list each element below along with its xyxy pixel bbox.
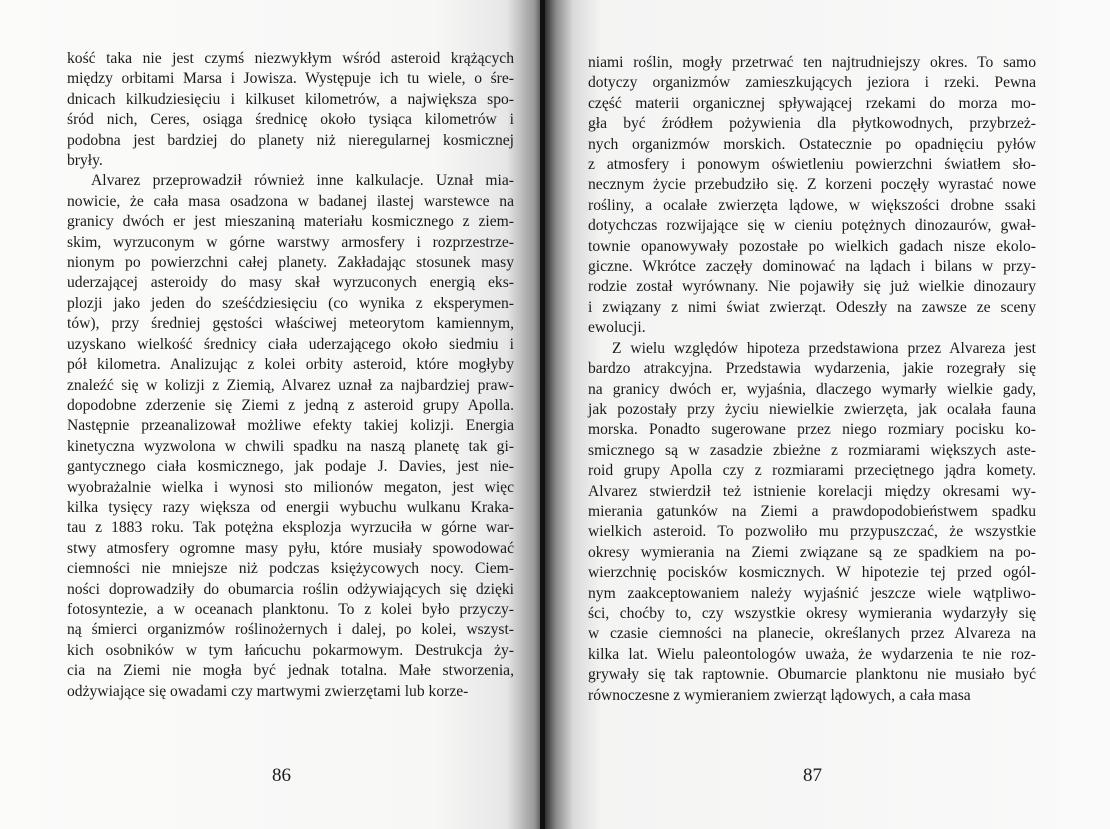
text-line: z atmosfery i ponowym oświetleniu powierzchni światłem sło-: [588, 156, 1036, 174]
text-line: kilka tysięcy razy większa od energii wybuchu wulkanu Kraka-: [67, 498, 514, 516]
text-line: ności doprowadziły do obumarcia roślin odżywiających się dzięki: [67, 580, 514, 598]
text-line: uzyskano wielkość średnicy ciała uderzającego około siedmiu i: [67, 335, 514, 353]
text-line: na granicy dwóch er, wyjaśnia, dlaczego wymarły wielkie gady,: [588, 380, 1036, 398]
text-line: jak pozostały przy życiu niewielkie zwierzęta, jak ocalała fauna: [588, 400, 1036, 418]
right-page-number: 87: [803, 765, 822, 786]
text-line: townie opanowywały pozostałe po wielkich gadach nisze ekolo-: [588, 237, 1036, 255]
text-line: wielkich asteroid. To pozwoliło mu przypuszczać, że wszystkie: [588, 523, 1036, 541]
text-line: znaleźć się w kolizji z Ziemią, Alvarez uznał za najbardziej praw-: [67, 376, 514, 394]
text-line: ewolucji.: [588, 319, 646, 337]
text-line: ciemności nie mniejsze niż podczas księżycowych nocy. Ciem-: [67, 560, 514, 578]
text-line: podobna jest bardziej do planety niż nieregularnej kosmicznej: [67, 131, 514, 149]
text-line: w czasie ciemności na planecie, określanych przez Alvareza na: [588, 625, 1036, 643]
text-line: giczne. Wkrótce zaczęły dominować na lądach i bilans w przy-: [588, 258, 1036, 276]
text-line: śród nich, Ceres, osiąga średnicę około tysiąca kilometrów i: [67, 111, 514, 129]
right-page: [545, 0, 1110, 829]
text-line: nionym po powierzchni całej planety. Zakładając stosunek masy: [67, 254, 514, 272]
text-line: ści, choćby to, czy wszystkie okresy wymierania wydarzyły się: [588, 604, 1036, 622]
text-line: kinetyczna wyzwolona w chwili spadku na naszą planetę tak gi-: [67, 437, 514, 455]
text-line: ną śmierci organizmów roślinożernych i dalej, po kolei, wszyst-: [67, 621, 514, 639]
text-line: grywały się tak raptownie. Obumarcie planktonu nie musiało być: [588, 666, 1036, 684]
text-line: kość taka nie jest czymś niezwykłym wśród asteroid krążących: [67, 50, 514, 67]
text-line: gła być źródłem pożywienia dla płytkowodnych, przybrzeż-: [588, 115, 1036, 133]
left-page: [0, 0, 545, 829]
text-line: Z wielu względów hipoteza przedstawiona przez Alvareza jest: [612, 339, 1036, 357]
text-line: bardzo atrakcyjna. Przedstawia wydarzenia, jakie rozegrały się: [588, 360, 1036, 378]
text-line: skim, wyrzuconym w górne warstwy armosfery i rozprzestrze-: [67, 233, 514, 251]
text-line: między orbitami Marsa i Jowisza. Występuje ich tu wiele, o śre-: [67, 70, 514, 88]
text-line: dnicach kilkudziesięciu i kilkuset kilometrów, a największa spo-: [67, 90, 514, 108]
text-line: roid grupy Apolla czy z rozmiarami przeciętnego jądra komety.: [588, 462, 1036, 480]
text-line: pół kilometra. Analizując z kolei orbity asteroid, które mogłyby: [67, 356, 514, 374]
text-line: nowicie, że cała masa osadzona w badanej ilastej warstewce na: [67, 192, 514, 210]
text-line: tów), przy średniej gęstości właściwej meteorytom kamiennym,: [67, 315, 514, 333]
text-line: nych organizmów morskich. Ostatecznie po opadnięciu pyłów: [588, 135, 1036, 153]
text-line: część materii organicznej spływającej rzekami do morza mo-: [588, 94, 1036, 112]
right-page-text: [588, 53, 1036, 706]
text-line: równoczesne z wymieraniem zwierząt lądowych, a cała masa: [588, 686, 971, 704]
text-line: stwy atmosfery ogromne masy pyłu, które musiały spowodować: [67, 539, 514, 557]
text-line: Następnie przeanalizował możliwe efekty takiej kolizji. Energia: [67, 417, 514, 435]
text-line: mierania gatunków na Ziemi a prawdopodobieństwem spadku: [588, 502, 1036, 520]
text-line: uderzającej asteroidy do masy skał wyrzuconych energią eks-: [67, 274, 514, 292]
text-line: gantycznego ciała kosmicznego, jak podaje J. Davies, jest nie-: [67, 458, 514, 476]
text-line: bryły.: [67, 152, 103, 170]
text-line: fotosyntezie, a w oceanach planktonu. To z kolei było przyczy-: [67, 600, 514, 618]
text-line: smicznego są w zasadzie zbieżne z rozmiarami większych aste-: [588, 441, 1036, 459]
text-line: i związany z nimi świat zwierząt. Odeszły na zawsze ze sceny: [588, 298, 1036, 316]
text-line: kilka lat. Wielu paleontologów uważa, że wydarzenia te nie roz-: [588, 645, 1036, 663]
text-line: dopodobne zderzenie się Ziemi z jedną z asteroid grupy Apolla.: [67, 396, 514, 414]
left-page-text: [67, 49, 514, 702]
text-line: plozji jako jeden do sześćdziesięciu (co wynika z eksperymen-: [67, 294, 514, 312]
text-line: Alvarez przeprowadził również inne kalkulacje. Uznał mia-: [91, 172, 514, 190]
text-line: wyobrażalnie wielka i wynosi sto milionów megaton, jest więc: [67, 478, 514, 496]
text-line: kich osobników w tym łańcuchu pokarmowym. Destrukcja ży-: [67, 641, 514, 659]
text-line: dotychczas rozwijające się w cieniu potężnych dinozaurów, gwał-: [588, 217, 1036, 235]
text-line: granicy dwóch er jest mieszaniną materiału kosmicznego z ziem-: [67, 213, 514, 231]
left-page-number: 86: [272, 765, 291, 786]
text-line: niami roślin, mogły przetrwać ten najtrudniejszy okres. To samo: [588, 54, 1036, 71]
text-line: dotyczy organizmów zamieszkujących jeziora i rzeki. Pewna: [588, 74, 1036, 92]
text-line: wierzchnię pocisków kosmicznych. W hipotezie tej przed ogól-: [588, 564, 1036, 582]
text-line: tau z 1883 roku. Tak potężna eksplozja wyrzuciła w górne war-: [67, 519, 514, 537]
text-line: cia na Ziemi nie mogła być jednak totalna. Małe stworzenia,: [67, 662, 514, 680]
text-line: Alvarez stwierdził też istnienie korelacji między okresami wy-: [588, 482, 1036, 500]
text-line: morska. Ponadto sugerowane przez niego rozmiary pocisku ko-: [588, 421, 1036, 439]
text-line: nym zaakceptowaniem należy wyjaśnić jeszcze wiele wątpliwo-: [588, 584, 1036, 602]
text-line: okresy wymierania na Ziemi związane są ze spadkiem na po-: [588, 543, 1036, 561]
text-line: odżywiające się owadami czy martwymi zwierzętami lub korze-: [67, 682, 469, 700]
text-line: rośliny, a ocalałe zwierzęta lądowe, w większości drobne ssaki: [588, 196, 1036, 214]
text-line: necznym życie przebudziło się. Z korzeni poczęły wyrastać nowe: [588, 176, 1036, 194]
text-line: rodzie został wyrównany. Nie pojawiły się już wielkie dinozaury: [588, 278, 1036, 296]
